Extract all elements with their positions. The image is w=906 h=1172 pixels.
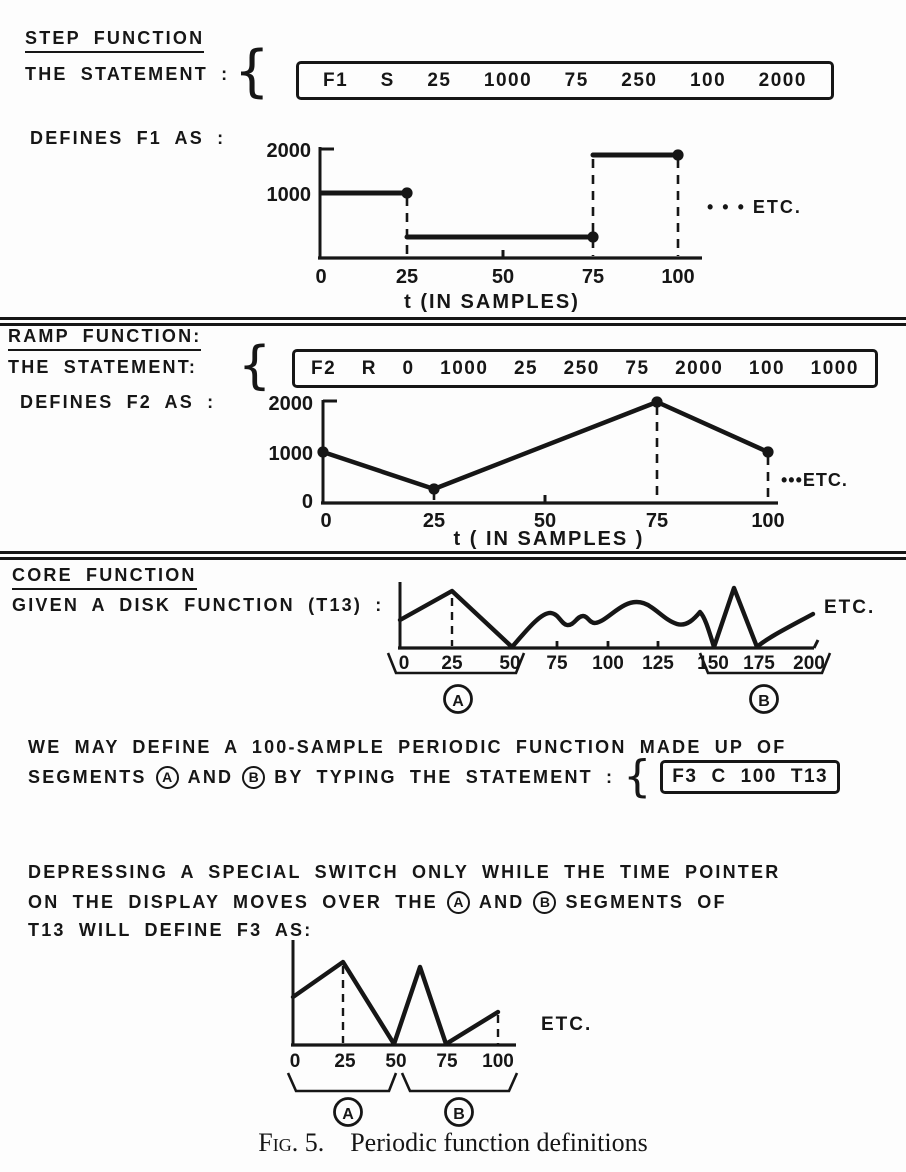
x-tick-label: 50 bbox=[385, 1051, 407, 1072]
switch-note-line2-between: AND bbox=[478, 891, 525, 912]
statement-token: 25 bbox=[427, 69, 452, 91]
x-tick-label: 100 bbox=[592, 653, 624, 674]
etc-label: ETC. bbox=[824, 597, 876, 618]
switch-note-line1: DEPRESSING A SPECIAL SWITCH ONLY WHILE THE TIME POINTER bbox=[28, 862, 781, 882]
segment-b-inline-circle: B bbox=[242, 766, 265, 789]
x-tick-label: 25 bbox=[395, 266, 419, 288]
x-tick-label: 150 bbox=[697, 653, 729, 674]
statement-token: F2 bbox=[311, 357, 337, 379]
periodic-statement-box bbox=[660, 760, 840, 794]
segment-b-letter: B bbox=[453, 1106, 465, 1123]
statement-token: 100 bbox=[689, 69, 727, 91]
data-point bbox=[651, 396, 662, 407]
statement-token: 100 bbox=[740, 766, 777, 787]
segment-a-inline-circle: A bbox=[447, 891, 470, 914]
statement-token: 100 bbox=[748, 357, 786, 379]
x-axis-end-tick bbox=[814, 640, 818, 648]
step-section-title bbox=[25, 28, 204, 53]
section-divider bbox=[0, 317, 906, 326]
data-point bbox=[428, 483, 439, 494]
switch-note-line2 bbox=[28, 888, 727, 916]
core-section-title-text: CORE FUNCTION bbox=[12, 565, 197, 590]
x-tick-label: 25 bbox=[441, 653, 463, 674]
x-tick-label: 175 bbox=[743, 653, 775, 674]
f3-function-chart bbox=[268, 936, 604, 1136]
data-point bbox=[672, 149, 683, 160]
step-function-chart bbox=[180, 138, 820, 316]
disk-function-chart bbox=[378, 572, 890, 727]
x-tick-label: 75 bbox=[645, 510, 669, 532]
etc-label: ETC. bbox=[541, 1014, 593, 1035]
segment-b-letter: B bbox=[758, 693, 770, 710]
ramp-statement-box bbox=[292, 349, 878, 388]
statement-token: 2000 bbox=[675, 357, 724, 379]
statement-token: F1 bbox=[323, 69, 349, 91]
periodic-note-line2-between: AND bbox=[187, 766, 234, 787]
x-tick-label: 50 bbox=[499, 653, 521, 674]
switch-note-line2-after: SEGMENTS OF bbox=[565, 891, 727, 912]
x-axis-label: t ( IN SAMPLES ) bbox=[453, 528, 645, 550]
statement-token: 2000 bbox=[758, 69, 807, 91]
x-tick-label: 100 bbox=[751, 510, 785, 532]
statement-token: 250 bbox=[563, 357, 600, 379]
statement-token: 75 bbox=[625, 357, 650, 379]
x-tick-label: 50 bbox=[533, 510, 557, 532]
figure-caption bbox=[0, 1128, 906, 1158]
statement-token: 250 bbox=[621, 69, 658, 91]
x-tick-label: 75 bbox=[546, 653, 568, 674]
y-tick-label: 2000 bbox=[268, 393, 313, 415]
section-divider bbox=[0, 551, 906, 560]
segment-b-bracket bbox=[402, 1073, 517, 1091]
y-tick-label: 1000 bbox=[268, 443, 313, 465]
segment-a-bracket bbox=[288, 1073, 396, 1091]
y-tick-label: 0 bbox=[301, 491, 313, 513]
disk-function-curve bbox=[400, 588, 813, 647]
core-section-title bbox=[12, 565, 197, 590]
periodic-note-line2-before: SEGMENTS bbox=[28, 766, 147, 787]
figure-caption-text: Periodic function definitions bbox=[350, 1128, 648, 1157]
periodic-statement-brace: { bbox=[623, 751, 652, 802]
ramp-section-title-text: RAMP FUNCTION: bbox=[8, 326, 201, 351]
x-axis-label: t (IN SAMPLES) bbox=[404, 291, 580, 313]
figure-caption-label: Fig. 5. bbox=[258, 1128, 325, 1157]
ramp-section-title bbox=[8, 326, 201, 351]
x-tick-label: 0 bbox=[315, 266, 327, 288]
f3-curve bbox=[293, 962, 498, 1044]
x-tick-label: 100 bbox=[482, 1051, 514, 1072]
statement-token: C bbox=[711, 766, 727, 787]
periodic-note-line2 bbox=[28, 751, 840, 802]
y-tick-label: 2000 bbox=[266, 140, 311, 162]
segment-b-inline-circle: B bbox=[533, 891, 556, 914]
x-tick-label: 100 bbox=[661, 266, 695, 288]
step-statement-brace: { bbox=[234, 39, 270, 104]
x-tick-label: 0 bbox=[289, 1051, 301, 1072]
statement-token: 1000 bbox=[810, 357, 859, 379]
statement-token: F3 bbox=[672, 766, 698, 787]
step-defines-label: DEFINES F1 AS : bbox=[30, 128, 226, 148]
step-statement-box bbox=[296, 61, 834, 100]
step-section bbox=[0, 0, 906, 317]
etc-label: •••ETC. bbox=[781, 470, 848, 490]
statement-token: R bbox=[361, 357, 377, 379]
step-statement-label: THE STATEMENT : bbox=[25, 64, 230, 84]
ramp-function-chart bbox=[180, 392, 890, 554]
etc-label: • • • ETC. bbox=[707, 197, 802, 217]
ramp-line bbox=[323, 402, 768, 489]
x-tick-label: 0 bbox=[320, 510, 332, 532]
statement-token: S bbox=[380, 69, 395, 91]
x-tick-label: 25 bbox=[334, 1051, 356, 1072]
periodic-note-line2-after: BY TYPING THE STATEMENT : bbox=[274, 766, 615, 787]
switch-note-line2-before: ON THE DISPLAY MOVES OVER THE bbox=[28, 891, 438, 912]
x-tick-label: 200 bbox=[793, 653, 825, 674]
switch-note-line3: T13 WILL DEFINE F3 AS: bbox=[28, 920, 313, 940]
data-point bbox=[587, 231, 598, 242]
statement-token: 25 bbox=[513, 357, 539, 379]
segment-a-letter: A bbox=[342, 1106, 354, 1123]
segment-a-letter: A bbox=[452, 693, 464, 710]
statement-token: 75 bbox=[564, 69, 589, 91]
x-tick-label: 75 bbox=[581, 266, 605, 288]
ramp-defines-label: DEFINES F2 AS : bbox=[20, 392, 216, 412]
segment-a-inline-circle: A bbox=[156, 766, 179, 789]
step-section-title-text: STEP FUNCTION bbox=[25, 28, 204, 53]
y-tick-label: 1000 bbox=[266, 184, 311, 206]
x-tick-label: 75 bbox=[436, 1051, 458, 1072]
x-tick-label: 25 bbox=[422, 510, 446, 532]
ramp-statement-brace: { bbox=[238, 336, 272, 396]
ramp-statement-label: THE STATEMENT: bbox=[8, 357, 198, 377]
statement-token: 1000 bbox=[483, 69, 533, 91]
x-tick-label: 125 bbox=[642, 653, 674, 674]
core-given-label: GIVEN A DISK FUNCTION (T13) : bbox=[12, 595, 384, 615]
periodic-note-line1: WE MAY DEFINE A 100-SAMPLE PERIODIC FUNCTION MADE UP OF bbox=[28, 737, 787, 757]
statement-token: 0 bbox=[402, 357, 415, 379]
statement-token: T13 bbox=[790, 766, 829, 787]
data-point bbox=[401, 187, 412, 198]
x-tick-label: 50 bbox=[491, 266, 515, 288]
x-tick-label: 0 bbox=[398, 653, 410, 674]
data-point bbox=[317, 446, 328, 457]
statement-token: 1000 bbox=[440, 357, 489, 379]
data-point bbox=[762, 446, 773, 457]
